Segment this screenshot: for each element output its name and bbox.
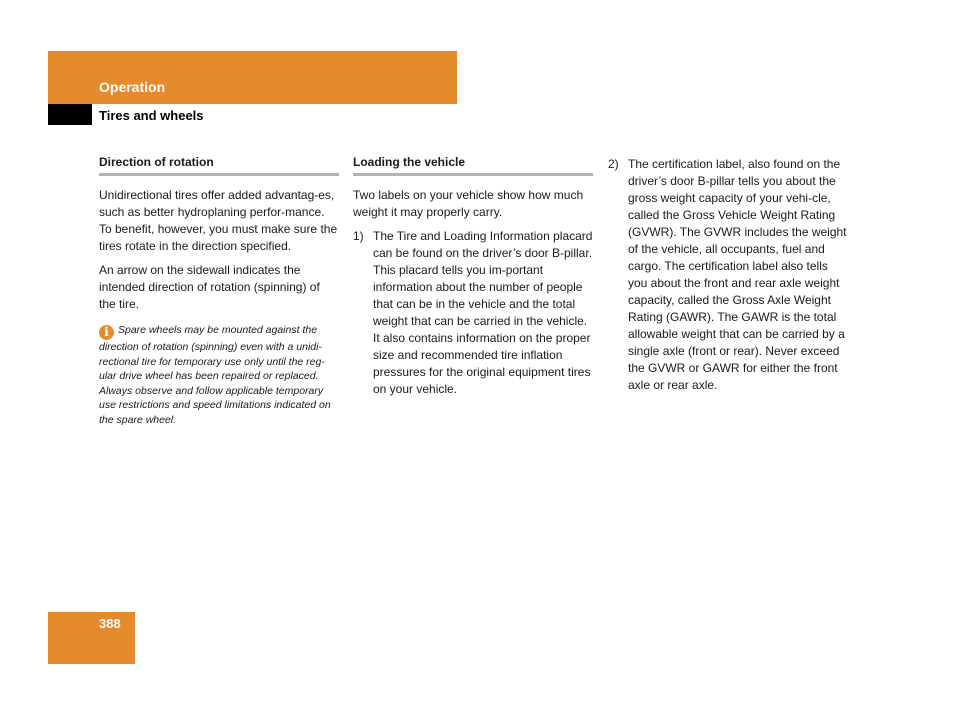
paragraph-unidirectional-tires: Unidirectional tires offer added advantag-es, such as better hydroplaning perfor-mance. To benefit, however, you must make sure the tires rotate in the direction specified. <box>99 188 338 253</box>
note-text: Spare wheels may be mounted against the direction of rotation (spinning) even with a unidi-rectional tire for temporary use only until the reg-ular drive wheel has been repaired or replaced. Always observe and follow applicable temporary use restrictions and speed limitations indicated on the spare wheel. <box>99 324 331 426</box>
info-icon: i <box>99 325 114 340</box>
header-bar <box>48 51 457 104</box>
list-text: The certification label, also found on the driver’s door B-pillar tells you about the gross weight capacity of your vehi-cle, called the Gross Vehicle Weight Rating (GVWR). The GVWR includes the weight of the vehicle, all occupants, fuel and cargo. The certification label also tells you about the front and rear axle weight capacity, called the Gross Axle Weight Rating (GAWR). The GAWR is the total allowable weight that can be carried by a single axle (front or rear). Never exceed the GVWR or GAWR for either the front axle or rear axle. <box>628 157 847 392</box>
column-direction-of-rotation <box>99 156 339 427</box>
spare-wheel-note <box>99 323 339 427</box>
list-number: 1) <box>353 229 364 243</box>
paragraph-two-labels: Two labels on your vehicle show how much weight it may properly carry. <box>353 188 584 219</box>
subsection-title: Tires and wheels <box>99 108 204 123</box>
list-item-1 <box>353 228 593 398</box>
section-title: Operation <box>99 79 166 95</box>
page-number: 388 <box>99 616 121 631</box>
column-certification-label <box>608 156 848 394</box>
list-number: 2) <box>608 157 619 171</box>
loading-the-vehicle-heading: Loading the vehicle <box>353 156 593 176</box>
list-item-2 <box>608 156 848 394</box>
section-tab-marker <box>48 104 92 125</box>
page-number-box <box>48 612 135 664</box>
column-loading-the-vehicle <box>353 156 593 398</box>
direction-of-rotation-heading: Direction of rotation <box>99 156 339 176</box>
paragraph-sidewall-arrow: An arrow on the sidewall indicates the intended direction of rotation (spinning) of the tire. <box>99 263 320 311</box>
list-text: The Tire and Loading Information placard can be found on the driver’s door B-pillar. This placard tells you im-portant information about the number of people that can be in the vehicle and the total weight that can be carried in the vehicle. It also contains information on the proper size and recommended tire inflation pressures for the original equipment tires on your vehicle. <box>373 229 593 396</box>
